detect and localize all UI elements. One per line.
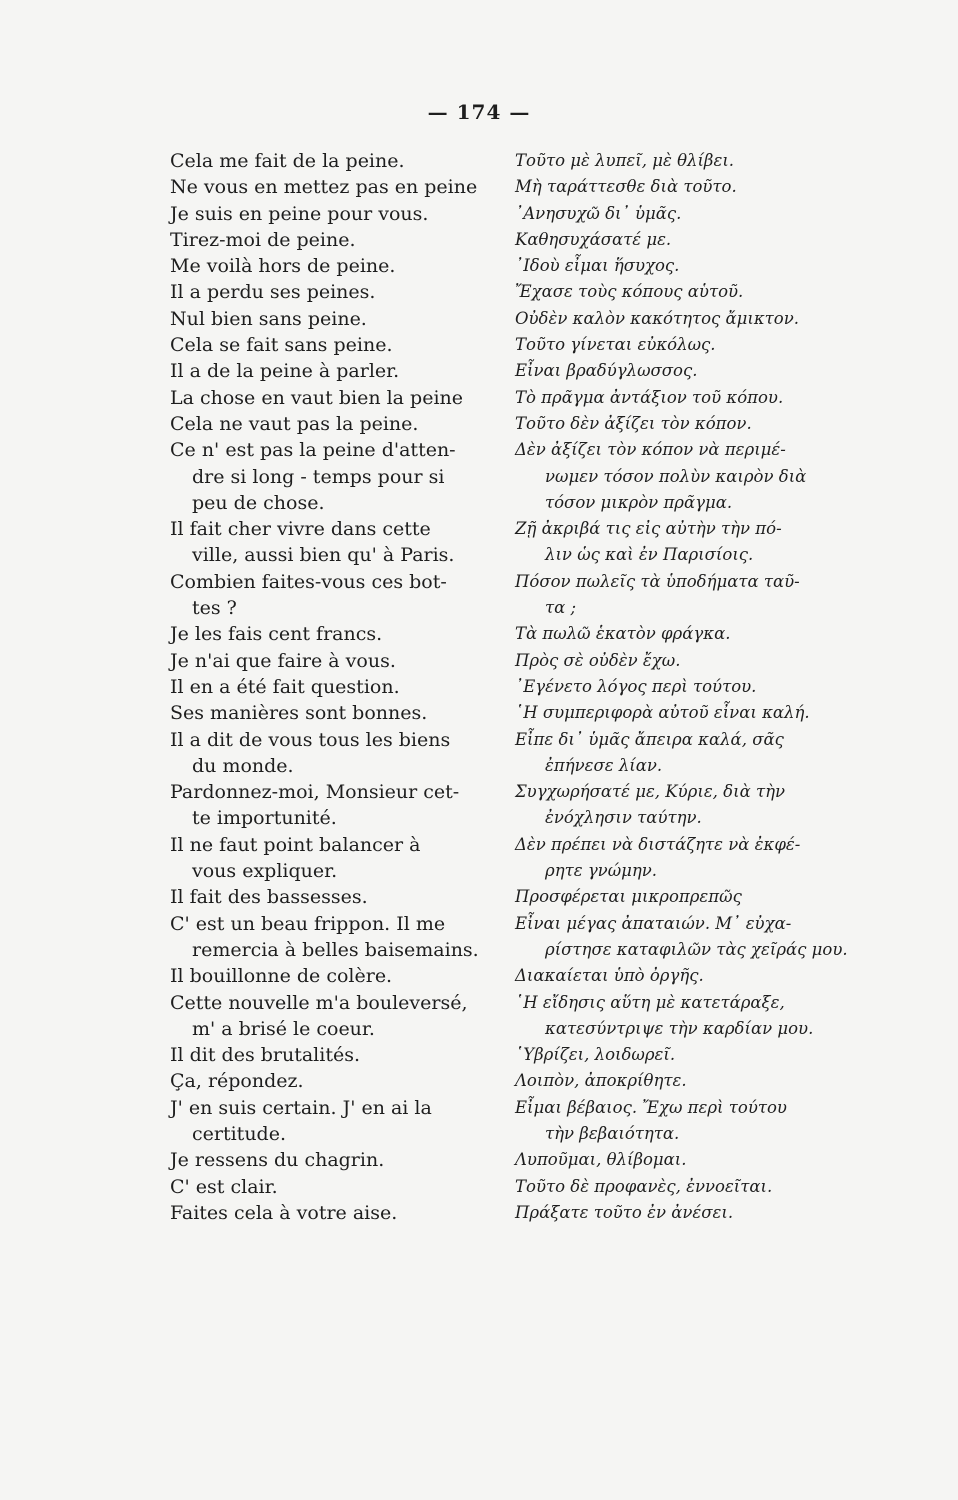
french-line: Cela ne vaut pas la peine. — [170, 412, 419, 435]
french-line: m' a brisé le coeur. — [192, 1017, 375, 1040]
greek-line: λιν ὡς καὶ ἐν Παρισίοις. — [545, 545, 754, 565]
phrase-entry — [170, 674, 890, 700]
french-line: J' en suis certain. J' en ai la — [170, 1096, 432, 1119]
french-line: Il fait des bassesses. — [170, 886, 368, 909]
greek-line: Εἶναι μέγας ἀπαταιών. Μ᾿ εὐχα- — [515, 913, 792, 933]
phrase-entry — [170, 1147, 890, 1173]
phrase-entry — [170, 279, 890, 305]
greek-line: τα ; — [545, 598, 577, 618]
greek-phrase — [515, 227, 885, 253]
greek-line: Πράξατε τοῦτο ἐν ἀνέσει. — [515, 1202, 734, 1222]
french-line: Je n'ai que faire à vous. — [170, 649, 396, 672]
phrase-entry — [170, 201, 890, 227]
greek-phrase — [515, 411, 885, 437]
french-phrase — [170, 779, 515, 832]
french-phrase — [170, 700, 515, 726]
phrase-entry — [170, 358, 890, 384]
greek-phrase — [515, 358, 885, 384]
greek-line: Μὴ ταράττεσθε διὰ τοῦτο. — [515, 177, 737, 197]
french-phrase — [170, 332, 515, 358]
greek-phrase — [515, 884, 885, 910]
french-phrase — [170, 1095, 515, 1148]
french-phrase — [170, 963, 515, 989]
french-line: La chose en vaut bien la peine — [170, 386, 463, 409]
french-line: remercia à belles baisemains. — [192, 938, 479, 961]
greek-line: ῾Η εἴδησις αὕτη μὲ κατετάραξε, — [515, 992, 785, 1012]
greek-line: Εἶμαι βέβαιος. Ἔχω περὶ τούτου — [515, 1097, 787, 1117]
greek-phrase — [515, 1200, 885, 1226]
phrase-entry — [170, 332, 890, 358]
french-phrase — [170, 411, 515, 437]
french-phrase — [170, 201, 515, 227]
french-phrase — [170, 148, 515, 174]
greek-phrase — [515, 674, 885, 700]
french-line: Me voilà hors de peine. — [170, 255, 396, 278]
greek-phrase — [515, 1174, 885, 1200]
greek-phrase — [515, 201, 885, 227]
french-line: te importunité. — [192, 807, 337, 830]
phrase-entry — [170, 963, 890, 989]
greek-phrase — [515, 148, 885, 174]
french-phrase — [170, 621, 515, 647]
greek-phrase — [515, 1068, 885, 1094]
french-phrase — [170, 227, 515, 253]
french-line: Il a de la peine à parler. — [170, 360, 400, 383]
french-phrase — [170, 279, 515, 305]
phrase-entry — [170, 700, 890, 726]
greek-phrase — [515, 1095, 885, 1148]
greek-phrase — [515, 385, 885, 411]
french-phrase — [170, 174, 515, 200]
greek-line: τὴν βεβαιότητα. — [545, 1123, 680, 1143]
greek-phrase — [515, 963, 885, 989]
greek-line: Εἶπε δι᾿ ὑμᾶς ἄπειρα καλά, σᾶς — [515, 729, 784, 749]
french-line: Il bouillonne de colère. — [170, 965, 393, 988]
phrase-entry — [170, 569, 890, 622]
greek-line: Τοῦτο γίνεται εὐκόλως. — [515, 335, 716, 355]
phrase-entry — [170, 174, 890, 200]
greek-phrase — [515, 832, 885, 885]
greek-phrase — [515, 253, 885, 279]
greek-line: κατεσύντριψε τὴν καρδίαν μου. — [545, 1018, 814, 1038]
greek-line: Τοῦτο δὲ προφανὲς, ἐννοεῖται. — [515, 1176, 773, 1196]
french-line: certitude. — [192, 1122, 286, 1145]
greek-line: Ζῇ ἀκριβά τις εἰς αὐτὴν τὴν πό- — [515, 519, 782, 539]
french-line: peu de chose. — [192, 491, 325, 514]
greek-phrase — [515, 990, 885, 1043]
greek-phrase — [515, 727, 885, 780]
greek-line: Τοῦτο μὲ λυπεῖ, μὲ θλίβει. — [515, 151, 735, 170]
phrase-entry — [170, 884, 890, 910]
greek-phrase — [515, 648, 885, 674]
greek-line: ρίστησε καταφιλῶν τὰς χεῖράς μου. — [545, 939, 848, 959]
greek-line: Λοιπὸν, ἀποκρίθητε. — [515, 1071, 687, 1091]
phrase-entry — [170, 832, 890, 885]
greek-line: Προσφέρεται μικροπρεπῶς — [515, 887, 742, 907]
greek-phrase — [515, 779, 885, 832]
greek-line: Λυποῦμαι, θλίβομαι. — [515, 1150, 687, 1170]
french-phrase — [170, 1042, 515, 1068]
greek-phrase — [515, 700, 885, 726]
french-line: Il a perdu ses peines. — [170, 281, 376, 304]
french-phrase — [170, 1147, 515, 1173]
phrase-entry — [170, 779, 890, 832]
phrase-entry — [170, 385, 890, 411]
greek-line: ἐπήνεσε λίαν. — [545, 755, 663, 775]
french-line: Ne vous en mettez pas en peine — [170, 176, 478, 199]
greek-line: Οὐδὲν καλὸν κακότητος ἄμικτον. — [515, 308, 800, 328]
greek-line: ῾Η συμπεριφορὰ αὐτοῦ εἶναι καλή. — [515, 703, 810, 723]
greek-phrase — [515, 332, 885, 358]
phrase-entry — [170, 227, 890, 253]
french-phrase — [170, 674, 515, 700]
french-phrase — [170, 253, 515, 279]
phrase-entry — [170, 621, 890, 647]
greek-line: Εἶναι βραδύγλωσσος. — [515, 361, 698, 381]
french-line: Nul bien sans peine. — [170, 307, 367, 330]
greek-phrase — [515, 1042, 885, 1068]
french-line: C' est un beau frippon. Il me — [170, 912, 446, 935]
french-line: Je ressens du chagrin. — [170, 1149, 385, 1172]
phrase-entry — [170, 516, 890, 569]
phrase-entry — [170, 648, 890, 674]
greek-line: ἐνόχλησιν ταύτην. — [545, 808, 702, 828]
greek-line: Ἔχασε τοὺς κόπους αὑτοῦ. — [515, 282, 744, 302]
french-line: Pardonnez-moi, Monsieur cet- — [170, 781, 460, 804]
phrase-entry — [170, 306, 890, 332]
phrase-entry — [170, 411, 890, 437]
phrase-entry — [170, 1068, 890, 1094]
french-phrase — [170, 358, 515, 384]
french-line: Il dit des brutalités. — [170, 1044, 360, 1067]
greek-line: Καθησυχάσατέ με. — [515, 229, 672, 249]
greek-phrase — [515, 437, 885, 516]
greek-line: Πόσον πωλεῖς τὰ ὑποδήματα ταῦ- — [515, 571, 800, 591]
greek-line: Δὲν ἀξίζει τὸν κόπον νὰ περιμέ- — [515, 440, 786, 460]
french-line: Ce n' est pas la peine d'atten- — [170, 439, 456, 462]
greek-line: Συγχωρήσατέ με, Κύριε, διὰ τὴν — [515, 782, 786, 802]
french-line: C' est clair. — [170, 1175, 278, 1198]
greek-phrase — [515, 1147, 885, 1173]
greek-line: Δὲν πρέπει νὰ διστάζητε νὰ ἐκφέ- — [515, 834, 801, 854]
french-line: Ça, répondez. — [170, 1070, 304, 1093]
phrase-entry — [170, 1042, 890, 1068]
french-line: dre si long - temps pour si — [192, 465, 445, 488]
phrase-entry — [170, 1200, 890, 1226]
french-line: Cette nouvelle m'a bouleversé, — [170, 991, 468, 1014]
french-line: Cela se fait sans peine. — [170, 334, 393, 357]
greek-phrase — [515, 911, 885, 964]
greek-line: ᾿Εγένετο λόγος περὶ τούτου. — [515, 676, 757, 696]
french-line: tes ? — [192, 597, 237, 620]
french-phrase — [170, 1068, 515, 1094]
greek-phrase — [515, 621, 885, 647]
french-phrase — [170, 437, 515, 516]
phrase-entry — [170, 1174, 890, 1200]
greek-line: ρητε γνώμην. — [545, 861, 658, 881]
french-line: Il fait cher vivre dans cette — [170, 518, 431, 541]
phrase-entry — [170, 148, 890, 174]
phrase-list — [170, 148, 890, 1226]
french-line: Combien faites-vous ces bot- — [170, 570, 447, 593]
greek-line: Πρὸς σὲ οὐδὲν ἔχω. — [515, 650, 681, 670]
french-phrase — [170, 911, 515, 964]
greek-phrase — [515, 306, 885, 332]
greek-line: νωμεν τόσον πολὺν καιρὸν διὰ — [545, 466, 807, 486]
phrase-entry — [170, 990, 890, 1043]
phrase-entry — [170, 437, 890, 516]
french-line: du monde. — [192, 754, 294, 777]
french-line: Faites cela à votre aise. — [170, 1201, 398, 1224]
french-line: Je les fais cent francs. — [170, 623, 383, 646]
french-phrase — [170, 884, 515, 910]
french-phrase — [170, 385, 515, 411]
phrase-entry — [170, 1095, 890, 1148]
greek-line: ῾Υβρίζει, λοιδωρεῖ. — [515, 1045, 676, 1065]
greek-line: ᾿Ιδοὺ εἶμαι ἥσυχος. — [515, 256, 680, 276]
greek-phrase — [515, 569, 885, 622]
greek-phrase — [515, 279, 885, 305]
greek-line: Διακαίεται ὑπὸ ὀργῆς. — [515, 966, 704, 986]
french-line: Cela me fait de la peine. — [170, 150, 405, 172]
greek-line: Τὰ πωλῶ ἑκατὸν φράγκα. — [515, 624, 731, 644]
french-line: ville, aussi bien qu' à Paris. — [192, 544, 455, 567]
greek-phrase — [515, 174, 885, 200]
french-phrase — [170, 727, 515, 780]
french-line: vous expliquer. — [192, 860, 338, 883]
french-phrase — [170, 306, 515, 332]
french-phrase — [170, 648, 515, 674]
page-number: — 174 — — [427, 100, 531, 124]
greek-line: ᾿Ανησυχῶ δι᾿ ὑμᾶς. — [515, 203, 682, 223]
phrase-entry — [170, 911, 890, 964]
french-phrase — [170, 1200, 515, 1226]
greek-line: τόσον μικρὸν πρᾶγμα. — [545, 492, 733, 512]
french-phrase — [170, 832, 515, 885]
french-phrase — [170, 990, 515, 1043]
greek-line: Τοῦτο δὲν ἀξίζει τὸν κόπον. — [515, 413, 752, 433]
french-line: Il en a été fait question. — [170, 675, 400, 698]
french-line: Il ne faut point balancer à — [170, 833, 421, 856]
french-phrase — [170, 1174, 515, 1200]
french-line: Je suis en peine pour vous. — [170, 202, 429, 225]
french-phrase — [170, 516, 515, 569]
phrase-entry — [170, 727, 890, 780]
french-phrase — [170, 569, 515, 622]
french-line: Tirez-moi de peine. — [170, 228, 356, 251]
greek-line: Τὸ πρᾶγμα ἀντάξιον τοῦ κόπου. — [515, 387, 784, 407]
greek-phrase — [515, 516, 885, 569]
french-line: Il a dit de vous tous les biens — [170, 728, 451, 751]
french-line: Ses manières sont bonnes. — [170, 702, 428, 725]
phrase-entry — [170, 253, 890, 279]
